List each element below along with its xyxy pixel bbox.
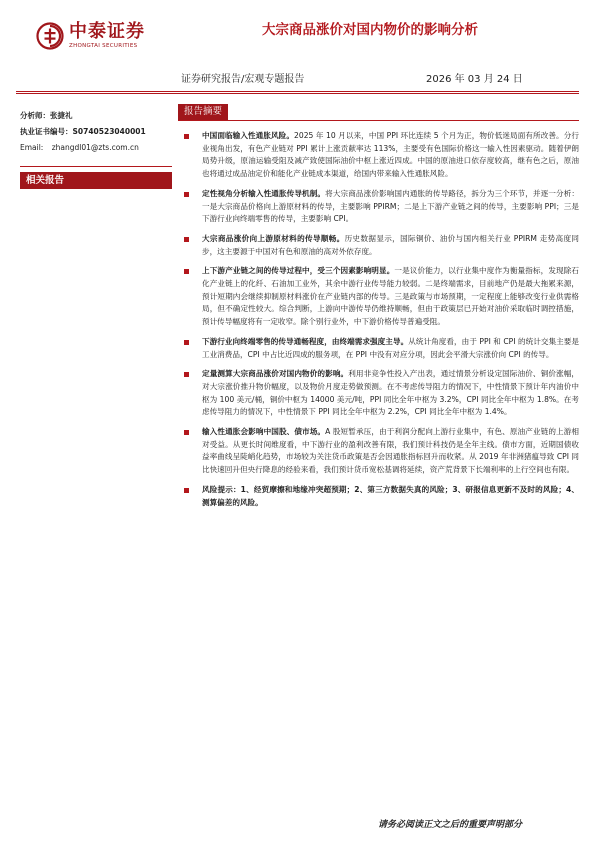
footer-disclaimer: 请务必阅读正文之后的重要声明部分 — [378, 820, 523, 830]
abstract-item-lead: 中国面临输入性通胀风险。 — [202, 131, 295, 140]
abstract-item-body: 历史数据显示，国际铜价、油价与国内相关行业 PPIRM 走势高度同步，这主要源于中国对有色和原油的高对外依存度。 — [202, 233, 580, 256]
abstract-item-lead: 大宗商品涨价向上游原材料的传导顺畅。 — [202, 233, 345, 243]
cert-line — [20, 124, 172, 140]
bullet-square-icon — [184, 340, 189, 345]
bullet-square-icon — [184, 134, 189, 139]
bullet-square-icon — [184, 192, 189, 197]
report-category: 证券研究报告/宏观专题报告 — [181, 74, 305, 85]
header-divider — [16, 91, 579, 92]
zhongtai-logo-icon — [36, 22, 64, 50]
abstract-item — [184, 188, 579, 226]
abstract-item-body: 2025 年 10 月以来，中国 PPI 环比连续 5 个月为正，物价低迷局面有所改善。分行业视角出发，有色产业链对 PPI 累计上涨贡献率达 113%，主要受有色国际价格这一输入性因素驱动。随着伊朗局势升级，原油运输受阻及减产致使国际油价中枢上涨近四成。中国的原油进口依存度较高，继有色之后，原油也将通过成品油定价和能化产业链成本渠道，给国内带来输入性通胀风险。 — [202, 131, 579, 179]
logo-name-en: ZHONGTAI SECURITIES — [69, 43, 138, 49]
bullet-square-icon — [184, 372, 189, 377]
abstract-item-lead: 定量测算大宗商品涨价对国内物价的影响。 — [202, 369, 349, 379]
logo-name-cn: 中泰证券 — [69, 21, 145, 42]
bullet-square-icon — [184, 237, 189, 242]
abstract-item-lead: 下游行业向终端零售的传导通畅程度，由终端需求强度主导。 — [202, 336, 409, 346]
email-link[interactable]: zhangdl01@zts.com.cn — [51, 143, 139, 152]
bullet-square-icon — [184, 488, 189, 493]
report-title: 大宗商品涨价对国内物价的影响分析 — [262, 22, 478, 38]
abstract-bullets — [184, 130, 579, 509]
abstract-item-lead: 风险提示：1、经贸摩擦和地缘冲突超预期；2、第三方数据失真的风险；3、研报信息更新不及时的风险；4、测算偏差的风险。 — [202, 484, 579, 507]
abstract-item-body: 利用非竞争性投入产出表，通过情景分析设定国际油价、铜价涨幅，对大宗涨价推升物价幅度，以及物价月度走势做预测。在不考虑传导阻力的情况下，中性情景下预计年内油价中枢为 100 美元/桶，铜价中枢为 14000 美元/吨，PPI 同比全年中枢为 3.2%，CPI 同比全年中枢为 1.8%。在考虑传导阻力的情况下，中性情景下 PPI 同比全年中枢为 2.2%，CPI 同比全年中枢为 1.4%。 — [202, 369, 580, 417]
related-reports-header: 相关报告 — [20, 172, 172, 189]
abstract-item — [184, 130, 579, 181]
report-date: 2026 年 03 月 24 日 — [426, 74, 523, 85]
bullet-square-icon — [184, 269, 189, 274]
email-line — [20, 140, 172, 156]
cert-number: S0740523040001 — [72, 127, 146, 136]
abstract-item — [184, 368, 579, 419]
abstract-item-body: A 股短暂承压，由于利润分配向上游行业集中，有色、原油产业链的上游相对受益。从更长时间维度看，中下游行业的盈利改善有限，我们预计科技仍是全年主线。债市方面，近期国债收益率曲线呈陡峭化趋势，市场较为关注货币政策是否会因通胀指标回升而收紧。从 2019 年非洲猪瘟导致 CPI 同比快速回升但央行降息的经验来看，我们预计货币宽松基调将延续，资产荒背景下长端利率的上行空间也有限。 — [202, 427, 580, 475]
abstract-item — [184, 233, 579, 258]
abstract-title: 报告摘要 — [178, 104, 228, 120]
analyst-name: 张捷礼 — [50, 111, 73, 120]
email-label: Email: — [20, 143, 44, 152]
abstract-item-body: 将大宗商品涨价影响国内通胀的传导路径，拆分为三个环节，并逐一分析：一是大宗商品价格向上游原材料的传导，主要影响 PPIRM；二是上下游产业链之间的传导，主要影响 PPI；三是下游行业向终端零售的传导，主要影响 CPI。 — [202, 188, 580, 224]
abstract-item-body: 一是议价能力，以行业集中度作为衡量指标，发现除石化产业链上的化纤、石油加工业外，其余中游行业传导能力较弱。二是终端需求，目前地产仍是最大拖累来源，预计短期内会继续抑制原材料涨价在产业链内部的传导。三是政策与市场预期，一定程度上能够改变行业供需格局，但不确定性较大。综合判断，上游向中游传导仍维持顺畅，但由于政策层已开始对油价采取临时调控措施，预计传导幅度将有一定收窄。除个别行业外，中下游价格传导普遍受阻。 — [202, 266, 580, 327]
analyst-line — [20, 108, 172, 124]
cert-label: 执业证书编号： — [20, 127, 73, 136]
bullet-square-icon — [184, 430, 189, 435]
abstract-item-body: 从统计角度看，由于 PPI 和 CPI 的统计交集主要是工业消费品，CPI 中占比近四成的服务项，在 PPI 中没有对应分项，因此会平滑大宗涨价向 CPI 的传导。 — [202, 336, 579, 359]
analyst-label: 分析师： — [20, 111, 50, 120]
abstract-item-lead: 定性视角分析输入性通胀传导机制。 — [202, 188, 326, 198]
company-logo — [36, 22, 145, 50]
abstract-item-lead: 上下游产业链之间的传导过程中，受三个因素影响明显。 — [202, 266, 395, 276]
abstract-item — [184, 484, 579, 509]
sidebar-divider — [20, 166, 172, 167]
analyst-info — [20, 108, 172, 156]
abstract-item — [184, 336, 579, 361]
abstract-item — [184, 426, 579, 477]
abstract-item-lead: 输入性通胀会影响中国股、债市场。 — [202, 427, 326, 437]
header-divider-thin — [16, 93, 579, 94]
abstract-item — [184, 265, 579, 329]
abstract-header — [178, 104, 579, 121]
